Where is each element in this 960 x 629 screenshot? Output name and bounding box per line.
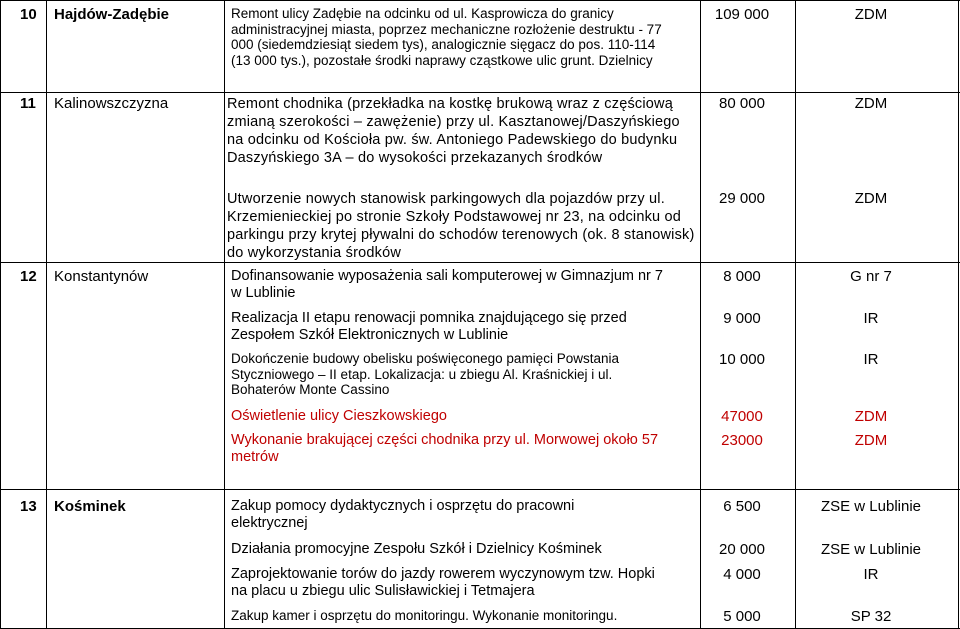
item-amount: 9 000	[723, 310, 761, 327]
district-name: Kośminek	[54, 498, 126, 515]
item-amount: 20 000	[719, 541, 765, 558]
row-number: 13	[20, 498, 37, 515]
column-divider	[0, 0, 1, 629]
row-divider	[0, 489, 960, 490]
column-divider	[795, 0, 796, 629]
district-name: Konstantynów	[54, 268, 149, 285]
item-source: ZDM	[854, 95, 888, 112]
row-number: 10	[20, 6, 37, 23]
district-name: Kalinowszczyzna	[54, 95, 169, 112]
row-number: 11	[20, 95, 36, 112]
item-description: Oświetlenie ulicy Cieszkowskiego	[231, 408, 447, 424]
item-source: ZSE w Lublinie	[820, 498, 922, 515]
item-source: ZDM	[854, 408, 888, 425]
item-description: Dokończenie budowy obelisku poświęconego pamięci Powstania Styczniowego – II etap. Lokalizacja: u zbiegu Al. Kraśnickiej i ul. Bohaterów Monte Cassino	[231, 351, 619, 398]
item-source: ZDM	[854, 6, 888, 23]
item-description: Remont ulicy Zadębie na odcinku od ul. Kasprowicza do granicy administracyjnej miasta, poprzez mechaniczne rozłożenie destruktu - 77 000 (siedemdziesiąt siedem tys), analogicznie sięgacz do pos. 110-114 (13 000 tys.), pozostałe środki naprawy cząstkowe ulic grunt. Dzielnicy	[231, 6, 662, 68]
item-description: Realizacja II etapu renowacji pomnika znajdującego się przed Zespołem Szkół Elektronicznych w Lublinie	[231, 310, 627, 344]
item-description: Zaprojektowanie torów do jazdy rowerem wyczynowym tzw. Hopki na placu u zbiegu ulic Sulisławickiej i Tetmajera	[231, 566, 655, 600]
column-divider	[46, 0, 47, 629]
district-name: Hajdów-Zadębie	[54, 6, 170, 23]
column-divider	[958, 0, 959, 629]
item-description: Zakup pomocy dydaktycznych i osprzętu do pracowni elektrycznej	[231, 498, 575, 532]
item-source: G nr 7	[850, 268, 892, 285]
item-source: ZDM	[854, 432, 888, 449]
item-amount: 8 000	[723, 268, 761, 285]
item-amount: 6 500	[723, 498, 761, 515]
item-description: Wykonanie brakującej części chodnika przy ul. Morwowej około 57 metrów	[231, 432, 659, 466]
item-amount: 80 000	[719, 95, 765, 112]
item-source: IR	[863, 566, 879, 583]
item-description: Remont chodnika (przekładka na kostkę brukową wraz z częściową zmianą szerokości – zawężenie) przy ul. Kasztanowej/Daszyńskiego na odcinku od Kościoła pw. św. Antoniego Padewskiego do budynku Daszyńskiego 3A – do wysokości przekazanych środków	[227, 96, 680, 167]
row-number: 12	[20, 268, 37, 285]
item-source: IR	[863, 310, 879, 327]
item-amount: 23000	[721, 432, 763, 449]
item-amount: 29 000	[719, 190, 765, 207]
item-amount: 10 000	[719, 351, 765, 368]
row-divider	[0, 92, 960, 93]
item-amount: 5 000	[723, 608, 761, 625]
item-description: Działania promocyjne Zespołu Szkół i Dzielnicy Kośminek	[231, 541, 602, 557]
item-description: Zakup kamer i osprzętu do monitoringu. Wykonanie monitoringu.	[231, 608, 618, 623]
item-source: IR	[863, 351, 879, 368]
item-amount: 4 000	[723, 566, 761, 583]
column-divider	[224, 0, 225, 629]
table-border-top	[0, 0, 960, 1]
item-description: Utworzenie nowych stanowisk parkingowych dla pojazdów przy ul. Krzemienieckiej po stronie Szkoły Podstawowej nr 23, na odcinku od parkingu przy krytej pływalni do schodów terenowych (ok. 8 stanowisk) do wykorzystania środków	[227, 191, 695, 262]
item-source: ZDM	[854, 190, 888, 207]
item-source: SP 32	[850, 608, 892, 625]
item-amount: 109 000	[714, 6, 770, 23]
item-amount: 47000	[721, 408, 763, 425]
item-source: ZSE w Lublinie	[820, 541, 922, 558]
item-description: Dofinansowanie wyposażenia sali komputerowej w Gimnazjum nr 7 w Lublinie	[231, 268, 663, 302]
